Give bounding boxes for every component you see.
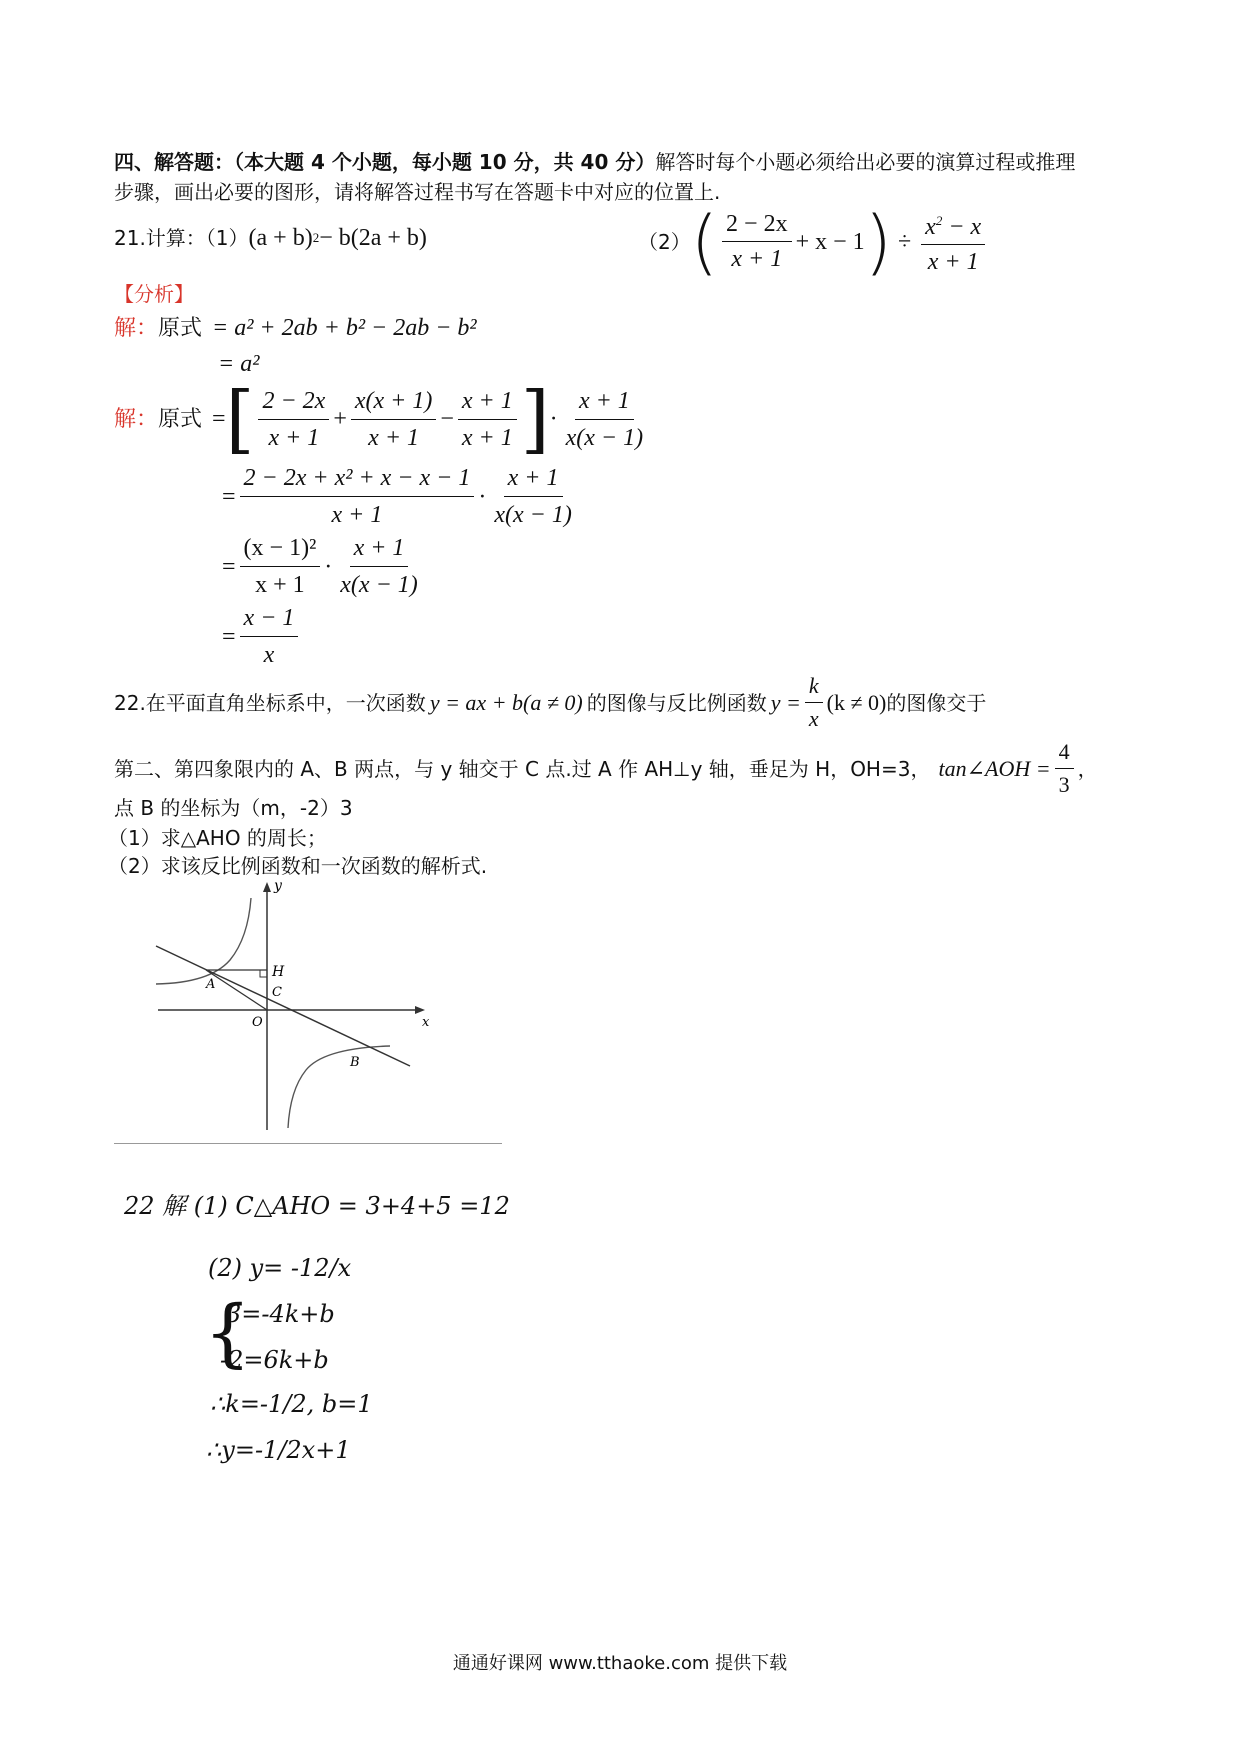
sol2-line3 xyxy=(222,532,426,601)
q22-line2-end: ， xyxy=(1077,756,1098,781)
sol2-f4-den: x(x − 1) xyxy=(565,424,644,451)
footer: 通通好课网 www.tthaoke.com 提供下载 xyxy=(452,1653,788,1674)
sol2-f2 xyxy=(351,385,436,454)
q21-label: 21.计算：（1） xyxy=(114,226,249,250)
sol2-eq2: = xyxy=(222,483,236,510)
sol2-l3-den: x + 1 xyxy=(255,572,305,598)
q22-linear-expr: y = ax + b(a ≠ 0) xyxy=(429,689,583,715)
q22-sub2: （2）求该反比例函数和一次函数的解析式. xyxy=(108,854,488,878)
graph-x-label: x xyxy=(422,1015,430,1030)
section-heading-line xyxy=(114,148,1075,176)
sol2-l3-frac1 xyxy=(240,532,321,601)
sol2-eq4: = xyxy=(222,623,236,650)
sol2-l2-frac1 xyxy=(240,462,475,531)
q21-frac2 xyxy=(921,206,985,277)
q22-line2-a: 第二、第四象限内的 A、B 两点，与 y 轴交于 C 点.过 A 作 AH⊥y 轴，垂足为 H，OH=3， xyxy=(114,756,931,781)
hand-line-1: 22 解 (1) C△AHO = 3+4+5 =12 xyxy=(124,1192,510,1220)
sol2-open-bracket: [ xyxy=(225,376,255,462)
sol2-l3-num: (x − 1)² xyxy=(240,532,321,567)
analysis-label: 【分析】 xyxy=(114,282,194,306)
hyperbola-branch-2 xyxy=(156,898,251,984)
sol2-dot2: · xyxy=(478,483,487,510)
sol2-f3 xyxy=(458,385,517,454)
sol2-f3-num: x + 1 xyxy=(458,385,517,420)
sol2-f4 xyxy=(562,385,647,454)
sol2-eq1: = xyxy=(212,406,226,432)
separator-line xyxy=(114,1143,502,1144)
q22-k: k xyxy=(805,672,823,703)
sol2-f1-den: x + 1 xyxy=(268,424,320,451)
q22-k-cond: (k ≠ 0) xyxy=(826,689,887,715)
q22-tan-den: 3 xyxy=(1058,772,1070,797)
sol2-line4 xyxy=(222,602,302,671)
sol2-minus: − xyxy=(440,406,454,432)
section-heading: 四、解答题：（本大题 4 个小题，每小题 10 分，共 40 分） xyxy=(114,150,656,174)
q22-kx-frac xyxy=(805,672,823,733)
q21-frac2-num-x: x xyxy=(925,214,936,240)
graph-c-label: C xyxy=(272,985,282,1000)
x-axis-arrow xyxy=(415,1006,425,1014)
hand-brace: { xyxy=(204,1290,252,1376)
sol2-l2-num: 2 − 2x + x² + x − x − 1 xyxy=(240,462,475,497)
hand-line-5: ∴k=-1/2, b=1 xyxy=(210,1390,373,1418)
hand-line-4: -2=6k+b xyxy=(220,1346,329,1374)
sol1-expr1: = a² + 2ab + b² − 2ab − b² xyxy=(212,315,477,341)
sol2-f4-num: x + 1 xyxy=(575,385,634,420)
q21-frac1 xyxy=(722,209,792,274)
hand-line-2: (2) y= -12/x xyxy=(208,1254,352,1282)
graph-a-label: A xyxy=(206,977,216,992)
q21-part2-label: （2） xyxy=(638,229,691,254)
q22-line1-a: 22.在平面直角坐标系中，一次函数 xyxy=(114,690,426,715)
sol2-l2-frac2 xyxy=(490,462,575,531)
hyperbola-branch-4 xyxy=(288,1046,390,1128)
sol2-f1 xyxy=(258,385,329,454)
graph-h-label: H xyxy=(272,964,285,980)
q21-open-paren: ( xyxy=(690,200,719,283)
q22-line1-b: 的图像与反比例函数 xyxy=(586,690,767,715)
sol2-jie: 解： xyxy=(114,406,159,431)
q21-frac2-num-tail: − x xyxy=(942,214,982,240)
sol2-line1 xyxy=(114,376,651,462)
section-instruction-1: 解答时每个小题必须给出必要的演算过程或推理 xyxy=(655,150,1076,174)
sol2-close-bracket: ] xyxy=(520,376,550,462)
sol1-yuanshi: 原式 xyxy=(158,315,203,340)
sol2-line2 xyxy=(222,462,580,531)
sol2-f2-num: x(x + 1) xyxy=(351,385,436,420)
q21-div: ÷ xyxy=(897,228,912,255)
graph-b-label: B xyxy=(350,1055,360,1070)
sol1-jie: 解： xyxy=(114,315,159,340)
sol2-l4-den: x xyxy=(263,642,275,668)
sol2-l2-den2: x(x − 1) xyxy=(494,502,572,528)
q21-part1-rest: − b(2a + b) xyxy=(319,225,427,251)
sol2-plus: + xyxy=(333,406,347,432)
q21-close-paren: ) xyxy=(864,200,892,283)
graph-y-label: y xyxy=(274,880,282,894)
q22-tan-frac xyxy=(1055,738,1074,799)
q22-line2 xyxy=(114,738,1098,799)
sol2-dot3: · xyxy=(324,553,333,580)
q21-frac1-num: 2 − 2x xyxy=(722,209,792,242)
q22-tan-num: 4 xyxy=(1055,738,1074,769)
q22-tan: tan∠AOH = xyxy=(938,755,1051,781)
q21-line xyxy=(114,224,427,252)
q22-sub1: （1）求△AHO 的周长； xyxy=(108,826,327,850)
q21-frac1-den: x + 1 xyxy=(731,246,783,272)
right-angle-mark xyxy=(260,970,267,977)
y-axis-arrow xyxy=(263,882,271,892)
q22-line1 xyxy=(114,672,986,733)
sol1-expr2: = a² xyxy=(218,351,260,377)
sol2-f2-den: x + 1 xyxy=(368,424,420,451)
q21-mid: + x − 1 xyxy=(795,228,865,255)
q22-graph xyxy=(150,880,450,1138)
q22-line1-c: 的图像交于 xyxy=(886,690,987,715)
q21-frac2-den: x + 1 xyxy=(927,249,979,275)
q21-part1-exp: 2 xyxy=(312,230,320,245)
sol1-line1 xyxy=(114,312,477,344)
q21-part1-expr: (a + b) xyxy=(248,225,313,251)
section-instruction-2: 步骤，画出必要的图形，请将解答过程书写在答题卡中对应的位置上. xyxy=(114,180,721,204)
sol2-f3-den: x + 1 xyxy=(461,424,513,451)
hand-line-3: 3=-4k+b xyxy=(226,1300,335,1328)
q21-part2 xyxy=(638,200,989,283)
sol2-l3-frac2 xyxy=(336,532,421,601)
sol2-yuanshi: 原式 xyxy=(158,406,203,431)
sol2-eq3: = xyxy=(222,553,236,580)
sol2-l2-den: x + 1 xyxy=(331,502,383,528)
hand-line-6: ∴y=-1/2x+1 xyxy=(206,1436,351,1464)
sol2-f1-num: 2 − 2x xyxy=(258,385,329,420)
sol2-l3-num2: x + 1 xyxy=(350,532,409,567)
sol2-dot1: · xyxy=(549,406,558,432)
q21-frac2-num: $x^2 - x$ xyxy=(921,206,985,245)
graph-o-label: O xyxy=(252,1015,263,1030)
sol2-l3-den2: x(x − 1) xyxy=(340,572,418,598)
sol2-l2-num2: x + 1 xyxy=(504,462,563,497)
q22-line3: 点 B 的坐标为（m，-2）3 xyxy=(114,796,353,820)
q22-y-eq: y = xyxy=(770,689,801,715)
q22-x: x xyxy=(808,706,819,731)
sol2-l4-frac xyxy=(240,602,299,671)
sol2-l4-num: x − 1 xyxy=(240,602,299,637)
